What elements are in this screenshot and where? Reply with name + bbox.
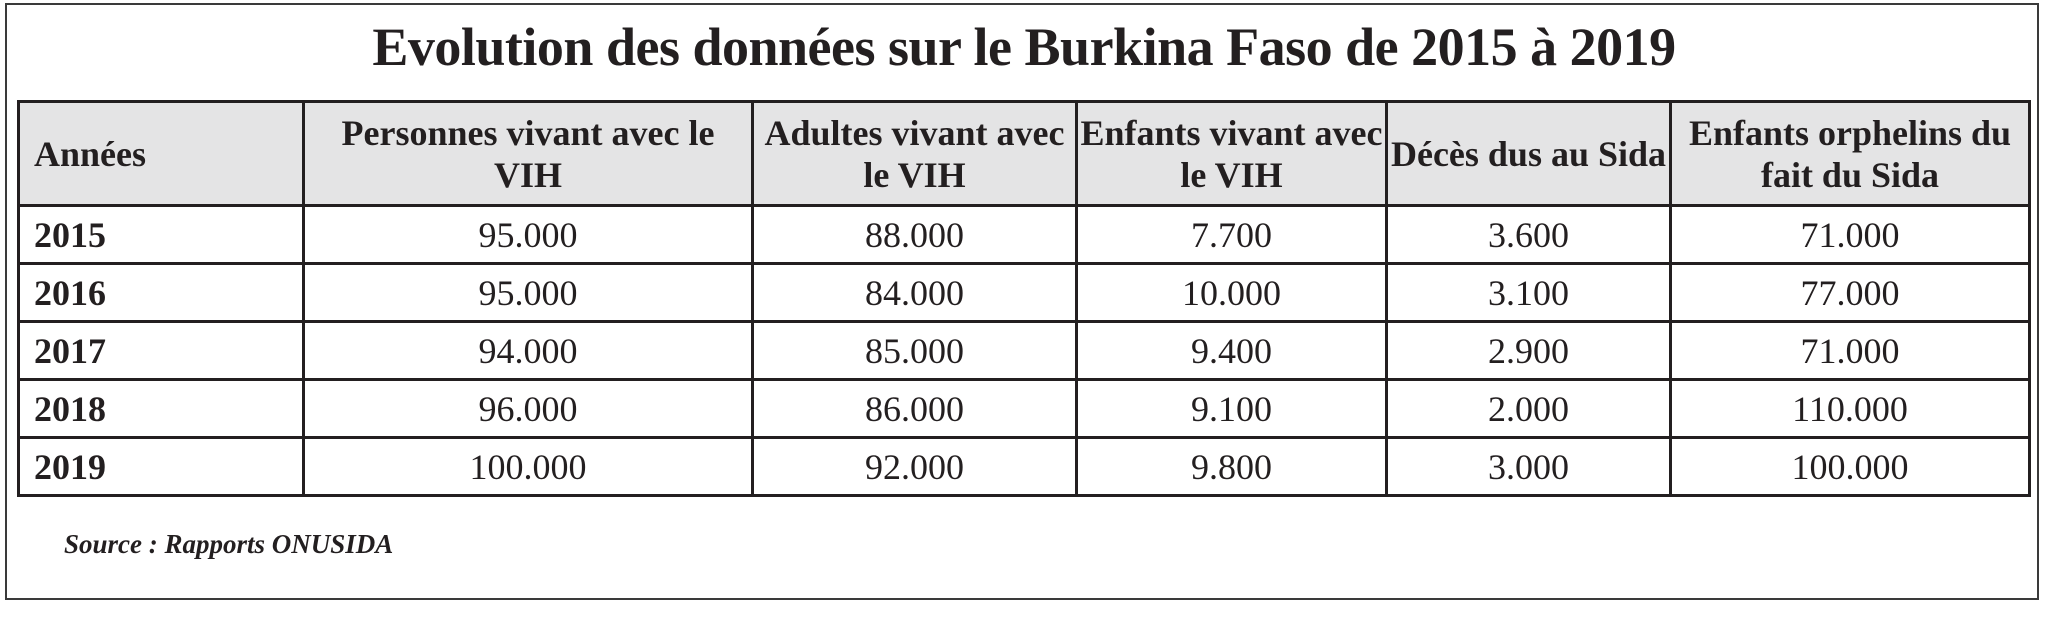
table-cell: 86.000 — [753, 380, 1077, 438]
year-cell: 2015 — [19, 206, 304, 264]
year-cell: 2016 — [19, 264, 304, 322]
table-cell: 77.000 — [1671, 264, 2030, 322]
table-cell: 84.000 — [753, 264, 1077, 322]
table-cell: 71.000 — [1671, 322, 2030, 380]
table-row — [19, 206, 2030, 264]
table-cell: 100.000 — [1671, 438, 2030, 496]
table-row — [19, 438, 2030, 496]
figure-title: Evolution des données sur le Burkina Faso de 2015 à 2019 — [372, 17, 1676, 77]
table-row — [19, 322, 2030, 380]
table-cell: 94.000 — [304, 322, 753, 380]
year-cell: 2017 — [19, 322, 304, 380]
column-header-orphelins-sida: Enfants orphelins du fait du Sida — [1671, 102, 2030, 206]
table-cell: 9.400 — [1077, 322, 1387, 380]
table-cell: 3.100 — [1387, 264, 1671, 322]
table-cell: 2.900 — [1387, 322, 1671, 380]
column-header-enfants-vih: Enfants vivant avec le VIH — [1077, 102, 1387, 206]
column-header-adultes-vih: Adultes vivant avec le VIH — [753, 102, 1077, 206]
table-cell: 95.000 — [304, 264, 753, 322]
table-cell: 95.000 — [304, 206, 753, 264]
table-cell: 100.000 — [304, 438, 753, 496]
column-header-personnes-vih: Personnes vivant avec le VIH — [304, 102, 753, 206]
table-cell: 9.100 — [1077, 380, 1387, 438]
data-table — [17, 100, 2031, 497]
table-cell: 85.000 — [753, 322, 1077, 380]
year-cell: 2019 — [19, 438, 304, 496]
table-cell: 9.800 — [1077, 438, 1387, 496]
table-cell: 92.000 — [753, 438, 1077, 496]
table-cell: 3.000 — [1387, 438, 1671, 496]
header-row — [19, 102, 2030, 206]
table-cell: 3.600 — [1387, 206, 1671, 264]
year-cell: 2018 — [19, 380, 304, 438]
table-cell: 71.000 — [1671, 206, 2030, 264]
table-cell: 7.700 — [1077, 206, 1387, 264]
table-row — [19, 264, 2030, 322]
table-cell: 2.000 — [1387, 380, 1671, 438]
table-cell: 110.000 — [1671, 380, 2030, 438]
table-row — [19, 380, 2030, 438]
column-header-annees: Années — [19, 102, 304, 206]
source-note: Source : Rapports ONUSIDA — [64, 529, 394, 559]
table-cell: 88.000 — [753, 206, 1077, 264]
table-cell: 10.000 — [1077, 264, 1387, 322]
column-header-deces-sida: Décès dus au Sida — [1387, 102, 1671, 206]
table-cell: 96.000 — [304, 380, 753, 438]
